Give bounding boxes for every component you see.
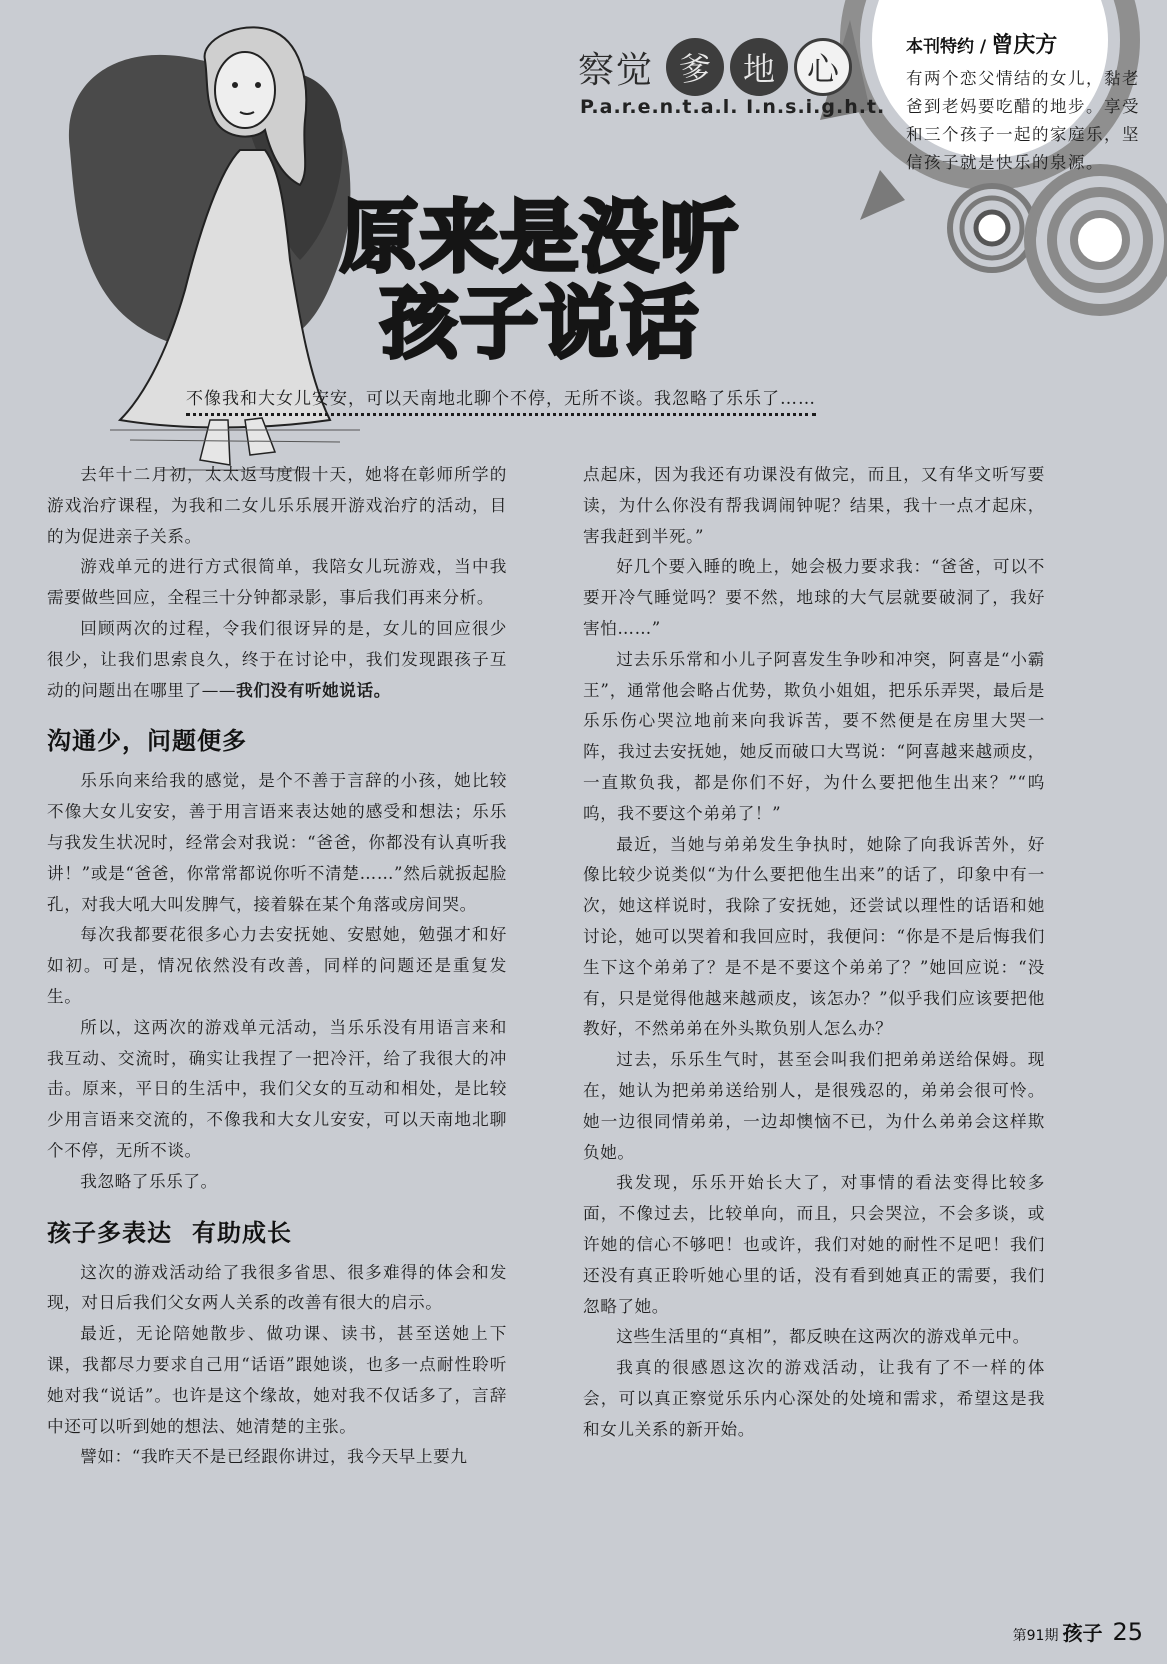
paragraph: 这次的游戏活动给了我很多省思、很多难得的体会和发现，对日后我们父女两人关系的改善有很大的启示。 xyxy=(47,1262,507,1313)
paragraph: 回顾两次的过程，令我们很讶异的是，女儿的回应很少很少，让我们思索良久，终于在讨论中，我们发现跟孩子互动的问题出在哪里了——我们没有听她说话。 xyxy=(47,618,507,700)
paragraph: 游戏单元的进行方式很简单，我陪女儿玩游戏，当中我需要做些回应，全程三十分钟都录影，事后我们再来分析。 xyxy=(47,557,507,608)
author-name: 曾庆方 xyxy=(991,33,1058,58)
column-char-1: 爹 xyxy=(666,38,724,96)
paragraph: 所以，这两次的游戏单元活动，当乐乐没有用语言来和我互动、交流时，确实让我捏了一把冷汗，给了我很大的冲击。原来，平日的生活中，我们父女的互动和相处，是比较少用言语来交流的，不像我和大女儿安安，可以天南地北聊个不停，无所不谈。 xyxy=(47,1017,507,1160)
paragraph: 每次我都要花很多心力去安抚她、安慰她，勉强才和好如初。可是，情况依然没有改善，同样的问题还是重复发生。 xyxy=(47,925,507,1006)
emphasis-text: 我们没有听她说话。 xyxy=(236,680,391,700)
author-label: 本刊特约 / xyxy=(906,37,987,57)
paragraph: 这些生活里的“真相”，都反映在这两次的游戏单元中。 xyxy=(616,1327,1030,1347)
page-footer xyxy=(1013,1617,1143,1646)
article-lead: 不像我和大女儿安安，可以天南地北聊个不停，无所不谈。我忽略了乐乐了…… xyxy=(186,384,816,416)
column-char-3: 心 xyxy=(794,38,852,96)
paragraph: 我忽略了乐乐了。 xyxy=(80,1171,218,1191)
column-subtitle: P.a.r.e.n.t.a.l. I.n.s.i.g.h.t. xyxy=(580,96,886,118)
section-heading: 孩子多表达 有助成长 xyxy=(47,1218,292,1247)
paragraph: 去年十二月初，太太返马度假十天，她将在彰师所学的游戏治疗课程，为我和二女儿乐乐展开游戏治疗的活动，目的为促进亲子关系。 xyxy=(47,465,507,546)
paragraph: 我发现，乐乐开始长大了，对事情的看法变得比较多面，不像过去，比较单向，而且，只会哭泣，不会多谈，或许她的信心不够吧！也或许，我们对她的耐性不足吧！我们还没有真正聆听她心里的话，没有看到她真正的需要，我们忽略了她。 xyxy=(583,1173,1045,1316)
paragraph: 过去乐乐常和小儿子阿喜发生争吵和冲突，阿喜是“小霸王”，通常他会略占优势，欺负小姐姐，把乐乐弄哭，最后是乐乐伤心哭泣地前来向我诉苦，要不然便是在房里大哭一阵，我过去安抚她，她反而破口大骂说：“阿喜越来越顽皮，一直欺负我，都是你们不好，为什么要把他生出来？”“呜呜，我不要这个弟弟了！” xyxy=(583,649,1045,823)
paragraph: 乐乐向来给我的感觉，是个不善于言辞的小孩，她比较不像大女儿安安，善于用言语来表达她的感受和想法；乐乐与我发生状况时，经常会对我说：“爸爸，你都没有认真听我讲！”或是“爸爸，你常常都说你听不清楚……”然后就扳起脸孔，对我大吼大叫发脾气，接着躲在某个角落或房间哭。 xyxy=(47,771,507,914)
article-title xyxy=(330,195,750,367)
girl-face xyxy=(215,52,275,128)
magazine-name: 孩子 xyxy=(1062,1621,1103,1645)
paragraph: 好几个要入睡的晚上，她会极力要求我：“爸爸，可以不要开冷气睡觉吗？要不然，地球的大气层就要破洞了，我好害怕……” xyxy=(583,557,1045,638)
author-block xyxy=(906,28,1156,177)
column-label xyxy=(578,38,852,96)
author-bio: 有两个恋父情结的女儿，黏老爸到老妈要吃醋的地步。享受和三个孩子一起的家庭乐，坚信孩子就是快乐的泉源。 xyxy=(906,69,1140,172)
issue-number: 第91期 xyxy=(1012,1628,1059,1644)
paragraph: 过去，乐乐生气时，甚至会叫我们把弟弟送给保姆。现在，她认为把弟弟送给别人，是很残忍的，弟弟会很可怜。她一边很同情弟弟，一边却懊恼不已，为什么弟弟会这样欺负她。 xyxy=(583,1050,1045,1162)
body-column-left xyxy=(47,460,507,1473)
section-heading: 沟通少，问题便多 xyxy=(47,727,247,756)
paragraph: 譬如：“我昨天不是已经跟你讲过，我今天早上要九 xyxy=(80,1447,468,1467)
page-number: 25 xyxy=(1112,1618,1143,1646)
paragraph: 最近，无论陪她散步、做功课、读书，甚至送她上下课，我都尽力要求自己用“话语”跟她谈，也多一点耐性聆听她对我“说话”。也许是这个缘故，她对我不仅话多了，言辞中还可以听到她的想法、她清楚的主张。 xyxy=(47,1324,507,1436)
title-line-1: 原来是没听 xyxy=(339,193,740,283)
title-line-2: 孩子说话 xyxy=(379,279,700,369)
paragraph: 点起床，因为我还有功课没有做完，而且，又有华文听写要读，为什么你没有帮我调闹钟呢？结果，我十一点才起床，害我赶到半死。” xyxy=(583,465,1045,546)
paragraph: 我真的很感恩这次的游戏活动，让我有了不一样的体会，可以真正察觉乐乐内心深处的处境和需求，希望这是我和女儿关系的新开始。 xyxy=(583,1358,1045,1439)
paragraph: 最近，当她与弟弟发生争执时，她除了向我诉苦外，好像比较少说类似“为什么要把他生出来”的话了，印象中有一次，她这样说时，我除了安抚她，还尝试以理性的话语和她讨论，她可以哭着和我回应时，我便问：“你是不是后悔我们生下这个弟弟了？是不是不要这个弟弟了？”她回应说：“没有，只是觉得他越来越顽皮，该怎办？”似乎我们应该要把他教好，不然弟弟在外头欺负别人怎么办？ xyxy=(583,834,1045,1039)
body-column-right xyxy=(583,460,1045,1446)
column-char-2: 地 xyxy=(730,38,788,96)
column-label-prefix: 察觉 xyxy=(578,49,655,91)
